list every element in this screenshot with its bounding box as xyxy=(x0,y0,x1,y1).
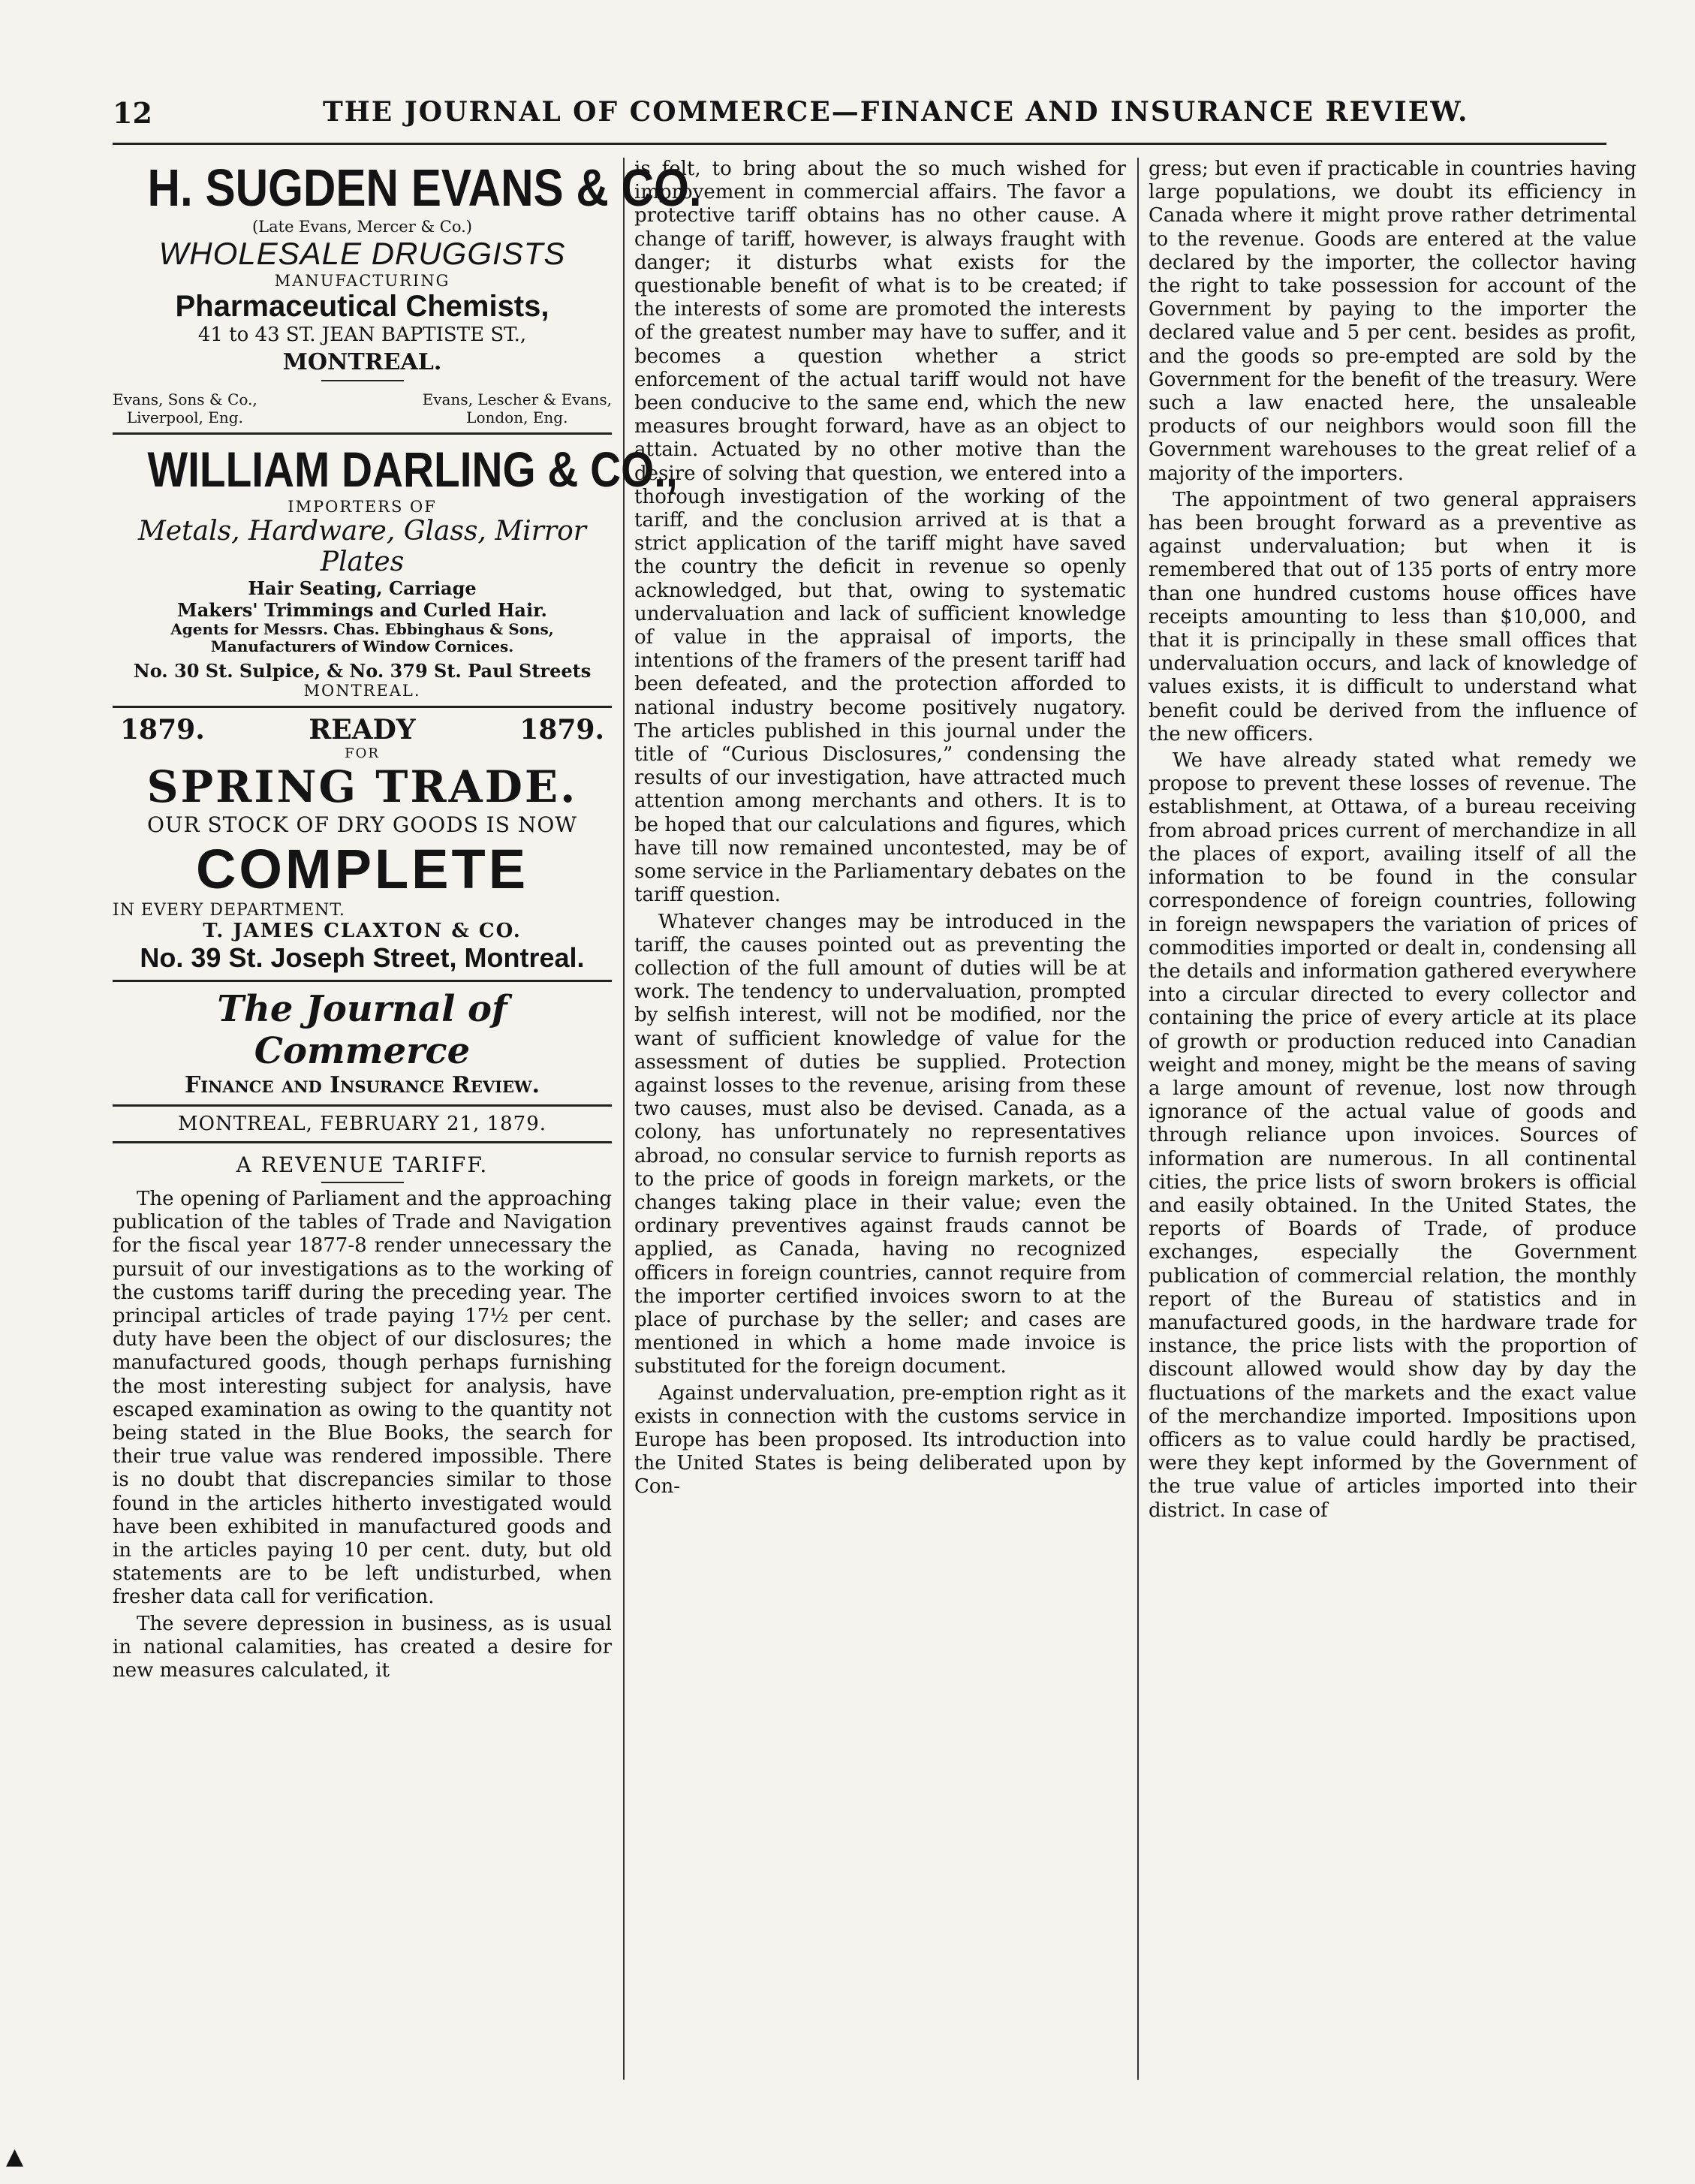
ad-sugden-evans xyxy=(113,158,702,426)
column-2 xyxy=(634,158,1126,2080)
ink-blot-icon: ▲ xyxy=(6,2143,24,2170)
divider xyxy=(321,380,404,381)
article-paragraph: The appointment of two general appraisers has been brought forward as a preventive as against undervaluation; but when it is remembered that out of 135 ports of entry more than one hundred customs house offices have receipts amounting to less than $10,000, and that it is principally in these small offices that undervaluation occurs, and lack of knowledge of values exists, it is difficult to understand what benefit could be derived from the influence of the new officers. xyxy=(1149,488,1636,746)
ad-goods: Metals, Hardware, Glass, Mirror Plates xyxy=(137,516,586,577)
year-left: 1879. xyxy=(120,714,205,746)
ad-firm-name: WILLIAM DARLING & CO., xyxy=(147,441,678,497)
article-paragraph: The opening of Parliament and the approaching publication of the tables of Trade and Navigation for the fiscal year 1877-8 render unnecessary the pursuit of our investigations as to the working of the customs tariff during the preceding year. The principal articles of trade paying 17½ per cent. duty have been the object of our disclosures; the manufactured goods, though perhaps furnishing the most interesting subject for analysis, have escaped examination as owing to the quantity not being stated in the Blue Books, the search for their true value was rendered impossible. There is no doubt that discrepancies similar to those found in the articles hitherto investigated would have been exhibited in manufactured goods and in the articles paying 10 per cent. duty, but old statements are to be left undisturbed, when fresher data call for verification. xyxy=(113,1188,612,1609)
column-1 xyxy=(113,158,702,2080)
divider xyxy=(113,980,612,982)
dateline: MONTREAL, FEBRUARY 21, 1879. xyxy=(178,1113,546,1135)
article-paragraph: Whatever changes may be introduced in the tariff, the causes pointed out as preventing the collection of the full amount of duties will be at work. The tendency to undervaluation, prompted by selfish interest, will not be modified, nor the want of sufficient knowledge of value for the assessment of duties be supplied. Protection against losses to the revenue, arising from these two causes, must also be devised. Canada, as a colony, has unfortunately no representatives abroad, no consular service to furnish reports as to the price of goods in foreign markets, or the changes taking place in their value; even the ordinary preventives against frauds cannot be applied, as Canada, having no recognized officers in foreign countries, cannot require from the importer certified invoices sworn to at the place of purchase by the seller; and cases are mentioned in which a home made invoice is substituted for the foreign document. xyxy=(634,910,1126,1378)
column-3 xyxy=(1149,158,1636,2080)
article-paragraph: The severe depression in business, as is usual in national calamities, has created a desire for new measures calculated, it xyxy=(113,1612,612,1682)
ad-line: IN EVERY DEPARTMENT. xyxy=(113,901,345,920)
ad-firm-name: T. JAMES CLAXTON & CO. xyxy=(203,920,522,942)
article-paragraph: Against undervaluation, pre-emption right as it exists in connection with the customs service in Europe has been proposed. Its introduction into the United States is being deliberated upon by Con- xyxy=(634,1381,1126,1499)
agent-right xyxy=(423,390,612,426)
page-header xyxy=(113,96,1584,141)
page-number: 12 xyxy=(113,96,152,130)
ad-address: No. 39 St. Joseph Street, Montreal. xyxy=(140,942,585,973)
divider xyxy=(321,1182,404,1183)
ready-row xyxy=(113,714,612,746)
ad-agents xyxy=(113,390,612,426)
ad-line: MANUFACTURING xyxy=(274,272,450,290)
masthead-name: The Journal of Commerce xyxy=(217,988,507,1072)
ad-city: MONTREAL. xyxy=(303,682,421,700)
ad-line: WHOLESALE DRUGGISTS xyxy=(158,236,566,271)
agent-right-city: London, Eng. xyxy=(466,408,568,426)
article-paragraph: gress; but even if practicable in countries having large populations, we doubt its efficiency in Canada where it might prove rather detrimental to the revenue. Goods are entered at the value declared by the importer, the collector having the right to take possession for account of the Government by paying to the importer the declared value and 5 per cent. besides as profit, and the goods so pre-empted are sold by the Government for the benefit of the treasury. Were such a law enacted here, the unsaleable products of our neighbors would soon fill the Government warehouses to the great relief of a majority of the importers. xyxy=(1149,158,1636,485)
ad-line: Hair Seating, Carriage xyxy=(248,577,477,599)
divider xyxy=(113,1104,612,1107)
agent-left xyxy=(113,390,257,426)
ad-line: Makers' Trimmings and Curled Hair. xyxy=(177,599,547,621)
article-paragraph: is felt, to bring about the so much wished for improvement in commercial affairs. The favor a protective tariff obtains has no other cause. A change of tariff, however, is always fraught with danger; it disturbs what exists for the questionable benefit of what is to be created; if the interests of some are promoted the interests of the greatest number may have to suffer, and it becomes a question whether a strict enforcement of the actual tariff would not have been conducive to the same end, which the new measures brought forward, have as an object to attain. Actuated by no other motive than the desire of solving that question, we entered into a thorough investigation of the working of the tariff, and the conclusion arrived at is that a strict application of the tariff might have saved the country the deficit in revenue so openly acknowledged, but that, owing to systematic undervaluation and lack of sufficient knowledge of value in the appraisal of imports, the intentions of the framers of the present tariff had been defeated, and the protection afforded to national industry become positively nugatory. The articles published in this journal under the title of “Curious Disclosures,” condensing the results of our investigation, have attracted much attention among merchants and others. It is to be hoped that our calculations and figures, which have till now remained uncontested, may be of some service in the Parliamentary debates on the tariff question. xyxy=(634,158,1126,907)
ad-line: FOR xyxy=(345,746,380,761)
agent-left-name: Evans, Sons & Co., xyxy=(113,390,257,408)
ad-line: IMPORTERS OF xyxy=(288,498,437,516)
ad-william-darling xyxy=(113,441,678,700)
ready-label: READY xyxy=(309,714,416,746)
article-paragraph: We have already stated what remedy we propose to prevent these losses of revenue. The establishment, at Ottawa, of a bureau receiving from abroad prices current of merchandize in all the places of export, availing itself of all the information to be found in the consular correspondence of foreign countries, following in foreign newspapers the variation of prices of commodities imported or dealt in, condensing all the details and information gathered everywhere into a circular directed to every collector and containing the price of every article at its place of growth or production reduced into Canadian weight and money, might be the means of saving a large amount of revenue, lost now through ignorance of the actual value of goods and through reliance upon invoices. Sources of information are numerous. In all continental cities, the price lists of sworn brokers is official and easily obtained. In the United States, the reports of Boards of Trade, of produce exchanges, especially the Government publication of commercial relation, the monthly report of the Bureau of statistics and in manufactured goods, in the hardware trade for instance, the price lists with the proportion of discount allowed would show day by day the fluctuations of the markets and the exact value of the merchandize imported. Impositions upon officers as to value could hardly be practised, were they kept informed by the Government of the true value of articles imported into their district. In case of xyxy=(1149,749,1636,1522)
agent-right-name: Evans, Lescher & Evans, xyxy=(422,390,612,408)
ad-address: No. 30 St. Sulpice, & No. 379 St. Paul Streets xyxy=(133,660,592,682)
column-rule xyxy=(1137,158,1139,2080)
ad-address: 41 to 43 ST. JEAN BAPTISTE ST., xyxy=(197,324,527,346)
ad-city: MONTREAL. xyxy=(282,349,442,375)
agent-left-city: Liverpool, Eng. xyxy=(126,408,243,426)
ad-headline: SPRING TRADE. xyxy=(146,761,578,812)
year-right: 1879. xyxy=(519,714,604,746)
ad-line: OUR STOCK OF DRY GOODS IS NOW xyxy=(146,812,578,837)
ad-line: Pharmaceutical Chemists, xyxy=(175,290,549,323)
divider xyxy=(113,706,612,708)
ad-agents: Agents for Messrs. Chas. Ebbinghaus & Sons, Manufacturers of Window Cornices. xyxy=(170,620,554,655)
ad-firm-name: H. SUGDEN EVANS & CO. xyxy=(147,158,702,217)
ad-claxton xyxy=(113,714,612,974)
running-title: THE JOURNAL OF COMMERCE—FINANCE AND INSURANCE REVIEW. xyxy=(323,96,1469,128)
header-rule xyxy=(113,143,1606,145)
ad-late-name: (Late Evans, Mercer & Co.) xyxy=(251,218,472,236)
masthead-sub: Finance and Insurance Review. xyxy=(184,1072,540,1098)
article-title: A REVENUE TARIFF. xyxy=(236,1152,489,1177)
masthead xyxy=(113,988,612,1098)
divider xyxy=(113,432,612,435)
divider xyxy=(113,1141,612,1143)
ad-headline: COMPLETE xyxy=(195,838,529,900)
